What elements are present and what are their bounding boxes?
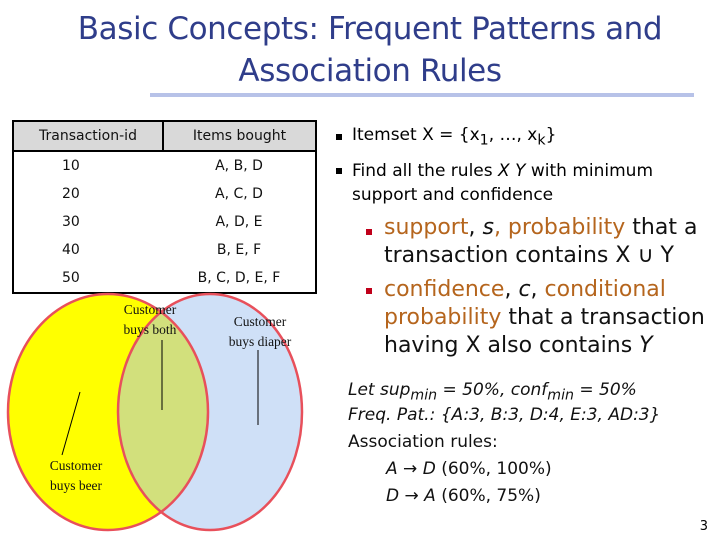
header-transaction-id: Transaction-id bbox=[13, 121, 163, 151]
items-cell: B, E, F bbox=[216, 242, 262, 258]
transaction-id-cell: 20 bbox=[62, 186, 80, 202]
bullet-itemset: Itemset $X = \{x_1$, …, $x_k$} bbox=[352, 125, 557, 149]
bullet-confidence: confidence, c, conditional probability that a transaction having X also contains Y bbox=[384, 277, 705, 358]
example-association-rules-label: Association rules: bbox=[348, 432, 498, 452]
items-cell: A, B, D bbox=[215, 158, 263, 174]
header-items-bought: Items bought bbox=[163, 121, 316, 151]
example-rule-1: A → D (60%, 100%) bbox=[386, 459, 552, 479]
transaction-id-cell: 10 bbox=[62, 158, 80, 174]
rule-x-to-y: X Y bbox=[498, 161, 526, 181]
bullet-find-rules: Find all the rules X Y with minimum support and confidence bbox=[352, 161, 654, 205]
example-thresholds: Let sup$_{min}$ = 50%, conf$_{min}$ = 50% bbox=[348, 380, 637, 404]
slide-title-line2: Association Rules bbox=[238, 53, 502, 89]
transaction-id-cell: 40 bbox=[62, 242, 80, 258]
slide-title-line1: Basic Concepts: Frequent Patterns and bbox=[77, 11, 663, 47]
bullet-marker bbox=[336, 168, 342, 174]
items-cell: B, C, D, E, F bbox=[197, 270, 281, 286]
bullet-marker-sub bbox=[366, 288, 372, 294]
label-customer-buys-beer: Customer buys beer bbox=[49, 458, 103, 493]
label-customer-buys-diaper: Customer buys diaper bbox=[228, 314, 292, 349]
items-cell: A, D, E bbox=[215, 214, 263, 230]
items-cell: A, C, D bbox=[215, 186, 263, 202]
transaction-id-cell: 50 bbox=[62, 270, 80, 286]
example-rule-2: D → A (60%, 75%) bbox=[386, 486, 541, 506]
bullet-marker bbox=[336, 134, 342, 140]
page-number: 3 bbox=[699, 519, 708, 534]
bullet-support: support, s, probability that a transaction contains X ∪ Y bbox=[384, 215, 698, 268]
bullet-marker-sub bbox=[366, 229, 372, 235]
transaction-id-cell: 30 bbox=[62, 214, 80, 230]
label-customer-buys-both: Customer buys both bbox=[123, 302, 177, 337]
example-frequent-patterns: Freq. Pat.: {A:3, B:3, D:4, E:3, AD:3} bbox=[348, 405, 661, 425]
